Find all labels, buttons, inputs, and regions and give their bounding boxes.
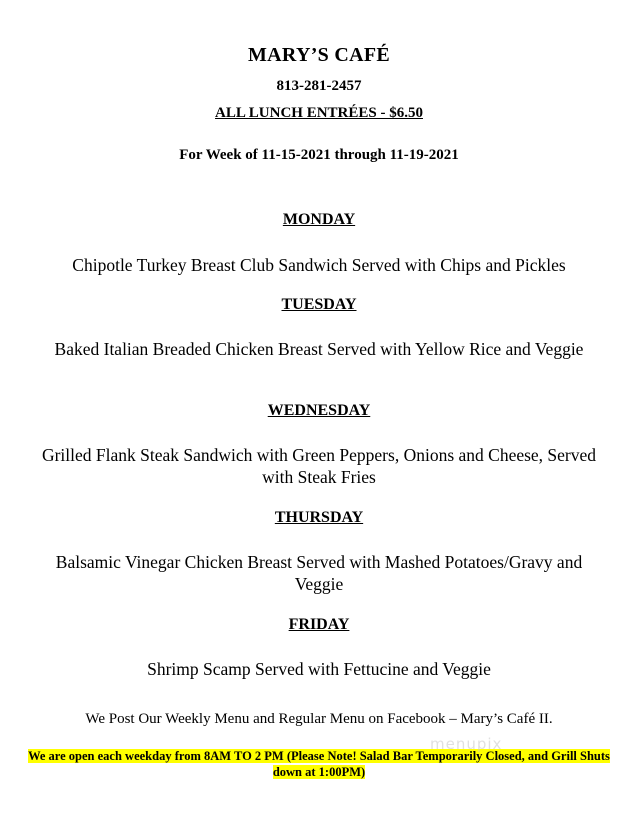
facebook-note: We Post Our Weekly Menu and Regular Menu on Facebook – Mary’s Café II. [85, 711, 553, 727]
day-heading-tuesday: TUESDAY [281, 296, 357, 313]
dish-monday: Chipotle Turkey Breast Club Sandwich Served with Chips and Pickles [72, 255, 566, 275]
dish-wednesday: Grilled Flank Steak Sandwich with Green Peppers, Onions and Cheese, Served with Steak Fries [41, 445, 597, 487]
hours-notice [22, 748, 616, 780]
dish-thursday: Balsamic Vinegar Chicken Breast Served with Mashed Potatoes/Gravy and Veggie [55, 552, 583, 594]
phone-number: 813-281-2457 [276, 78, 362, 94]
dish-tuesday: Baked Italian Breaded Chicken Breast Served with Yellow Rice and Veggie [54, 339, 584, 359]
hours-highlighted-text: We are open each weekday from 8AM TO 2 PM (Please Note! Salad Bar Temporarily Closed, and Grill Shuts down at 1:00PM) [28, 749, 610, 779]
day-heading-thursday: THURSDAY [274, 509, 364, 526]
day-heading-wednesday: WEDNESDAY [267, 402, 371, 419]
day-heading-friday: FRIDAY [288, 616, 350, 633]
cafe-title: MARY’S CAFÉ [247, 44, 391, 66]
week-range: For Week of 11-15-2021 through 11-19-2021 [179, 147, 459, 163]
day-heading-monday: MONDAY [282, 211, 356, 228]
dish-friday: Shrimp Scamp Served with Fettucine and Veggie [147, 659, 491, 679]
watermark-logo: menupix [430, 735, 503, 753]
lunch-price-line: ALL LUNCH ENTRÉES - $6.50 [215, 105, 423, 121]
